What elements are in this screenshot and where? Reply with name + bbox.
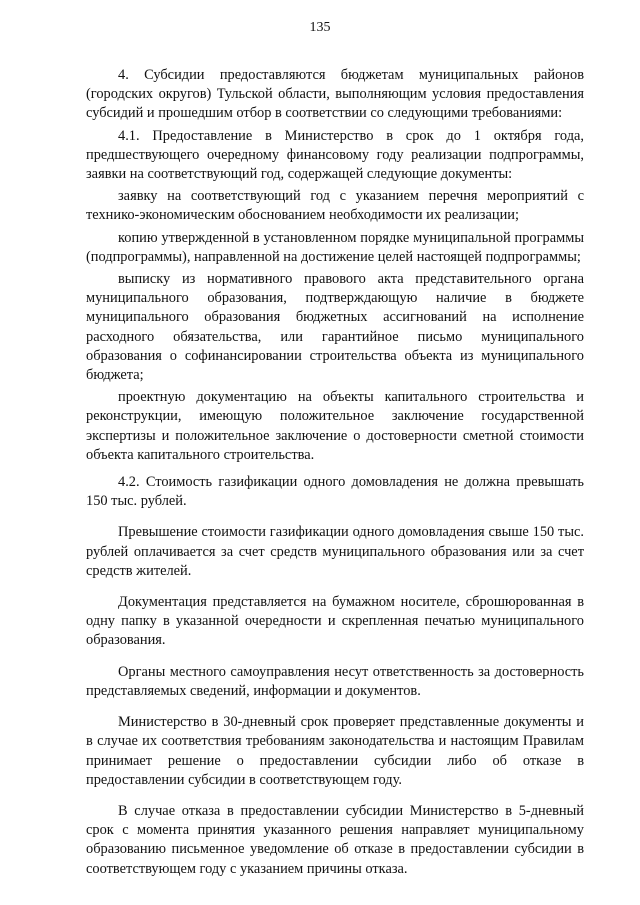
paragraph-budget-extract: выписку из нормативного правового акта представительного органа муниципального образования, подтверждающую наличие в бюджете муниципального образования бюджетных ассигнований на исполнение расходного обязательства, или гарантийное письмо муниципального образования о софинансировании строительства объекта из муниципального бюджета; [86, 271, 584, 384]
paragraph-application: заявку на соответствующий год с указанием перечня мероприятий с технико-экономическим обоснованием необходимости их реализации; [86, 188, 584, 224]
paragraph-4-1: 4.1. Предоставление в Министерство в срок до 1 октября года, предшествующего очередному финансовому году реализации подпрограммы, заявки на соответствующий год, содержащей следующие документы: [86, 127, 584, 183]
paragraph-cost-excess: Превышение стоимости газификации одного домовладения свыше 150 тыс. рублей оплачивается за счет средств муниципального образования или за счет средств жителей. [86, 524, 584, 579]
paragraph-4: 4. Субсидии предоставляются бюджетам муниципальных районов (городских округов) Тульской области, выполняющим условия предоставления субсидий и прошедшим отбор в соответствии со следующими требованиями: [86, 67, 584, 122]
paragraph-4-2: 4.2. Стоимость газификации одного домовладения не должна превышать 150 тыс. рублей. [86, 474, 584, 510]
paragraph-responsibility: Органы местного самоуправления несут ответственность за достоверность представляемых сведений, информации и документов. [86, 663, 584, 699]
paragraph-program-copy: копию утвержденной в установленном порядке муниципальной программы (подпрограммы), направленной на достижение целей настоящей подпрограммы; [86, 229, 584, 265]
paragraph-documentation: Документация представляется на бумажном носителе, сброшюрованная в одну папку в указанной очередности и скрепленная печатью муниципального образования. [86, 594, 584, 649]
page-number: 135 [309, 20, 331, 35]
paragraph-project-docs: проектную документацию на объекты капитального строительства и реконструкции, имеющую положительное заключение государственной экспертизы и положительное заключение о достоверности сметной стоимости объекта капитального строительства. [86, 389, 584, 463]
paragraph-refusal: В случае отказа в предоставлении субсидии Министерство в 5-дневный срок с момента принятия указанного решения направляет муниципальному образованию письменное уведомление об отказе в предоставлении субсидии в соответствующем году с указанием причины отказа. [86, 802, 584, 877]
document-body [86, 66, 584, 879]
paragraph-ministry-review: Министерство в 30-дневный срок проверяет представленные документы и в случае их соответствия требованиям законодательства и настоящим Правилам принимает решение о предоставлении субсидии либо об отказе в предоставлении субсидии в соответствующем году. [86, 714, 584, 788]
